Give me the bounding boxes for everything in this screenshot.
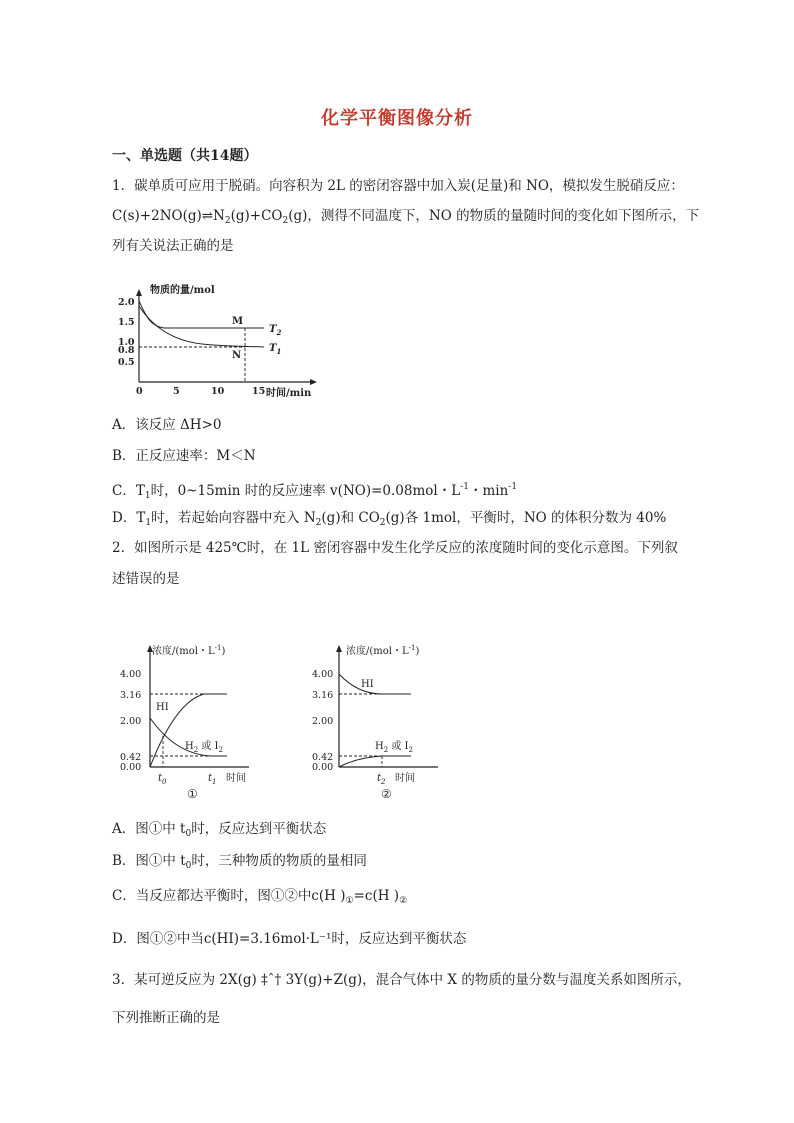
q2-stem-line1: 2．如图所示是 425℃时，在 1L 密闭容器中发生化学反应的浓度随时间的变化示意图。下列叙	[112, 540, 678, 556]
fig2b-ytick-2-00: 2.00	[312, 716, 334, 727]
q3-stem-line2: 下列推断正确的是	[112, 1010, 220, 1026]
fig2b-ytick-4-00: 4.00	[312, 669, 334, 680]
fig2a-label-H2I2: $H_2$ 或 $I_2$	[185, 741, 223, 754]
q1-option-a: A．该反应 ΔH>0	[112, 417, 222, 433]
q1-stem-line2: $C(s)+2NO(g)\rightleftharpoons N_2(g)+CO_2(g)$，测得不同温度下，NO 的物质的量随时间的变化如下图所示，下	[112, 208, 700, 226]
q3-stem-line1: 3．某可逆反应为 2X(g) ‡ˆ† 3Y(g)+Z(g)，混合气体中 X 的物质的量分数与温度关系如图所示，	[112, 972, 691, 988]
fig1-label-M: M	[232, 316, 244, 327]
q1-figure	[112, 280, 322, 402]
fig1-y-arrow	[136, 289, 142, 296]
fig1-xtick-15: 15	[252, 386, 266, 397]
q1-option-b: B．正反应速率：M＜N	[112, 448, 256, 464]
fig2a-ytick-3-16: 3.16	[120, 690, 142, 701]
fig1-curve-T2	[139, 301, 264, 328]
fig2b-ytick-0-42: 0.42	[312, 752, 334, 763]
fig1-ytick-1-5: 1.5	[118, 317, 135, 328]
fig1-ytick-0-8: 0.8	[118, 345, 135, 356]
q2-figure-2	[306, 636, 456, 802]
fig1-ylabel: 物质的量/mol	[150, 285, 215, 296]
fig2b-curve-HI	[339, 674, 411, 694]
q2-option-a: A．图①中 $t_0$时，反应达到平衡状态	[112, 821, 327, 839]
fig1-xtick-10: 10	[211, 386, 225, 397]
fig1-ytick-1-0: 1.0	[118, 337, 135, 348]
fig2b-label-HI: HI	[361, 679, 374, 690]
fig2a-label-HI: HI	[156, 702, 169, 713]
fig1-xlabel: 时间/min	[266, 388, 312, 399]
fig1-xtick-5: 5	[173, 386, 180, 397]
q2-stem-line2: 述错误的是	[112, 571, 180, 587]
fig2b-label-H2I2: $H_2$ 或 $I_2$	[375, 741, 413, 754]
fig2a-ytick-4-00: 4.00	[120, 669, 142, 680]
fig2a-xlabel: 时间	[226, 773, 246, 784]
q2-option-d: D．图①②中当c(HI)=3.16mol·L⁻¹时，反应达到平衡状态	[112, 931, 467, 947]
fig2b-ytick-0-00: 0.00	[312, 762, 334, 773]
fig1-label-N: N	[232, 350, 242, 361]
fig2b-curve-H2I2	[339, 756, 411, 767]
fig2a-ytick-2-00: 2.00	[120, 716, 142, 727]
fig2b-xlabel: 时间	[395, 773, 415, 784]
q1-stem-line1: 1．碳单质可应用于脱硝。向容积为 2L 的密闭容器中加入炭(足量)和 NO，模拟发生脱硝反应：	[112, 178, 684, 194]
fig1-ytick-2-0: 2.0	[118, 297, 135, 308]
q1-option-d: D．$T_1$时，若起始向容器中充入 $N_2(g)$和 $CO_2(g)$各 1mol，平衡时，NO 的体积分数为 40%	[112, 510, 667, 528]
section-heading: 一、单选题（共14题）	[112, 148, 258, 164]
fig2b-ytick-3-16: 3.16	[312, 690, 334, 701]
q2-option-c: C．当反应都达平衡时，图①②中c(H )$_①=c(H$ )$_②$	[112, 888, 408, 906]
q2-option-b: B．图①中 $t_0$时，三种物质的物质的量相同	[112, 853, 367, 871]
fig2a-ytick-0-00: 0.00	[120, 762, 142, 773]
fig1-label-T2: $T_2$	[269, 324, 282, 337]
fig2b-xtick-t2: $t_2$	[377, 773, 386, 786]
fig2a-ylabel: 浓度/(mol・$L^{-1}$)	[152, 644, 226, 657]
q1-stem-line3: 列有关说法正确的是	[112, 238, 234, 254]
fig1-x-arrow	[310, 379, 317, 385]
fig2a-xtick-t1: $t_1$	[208, 773, 217, 786]
fig2b-caption: ②	[381, 787, 392, 801]
page-title: 化学平衡图像分析	[321, 108, 473, 129]
q1-option-c: C．$T_1$时，0~15min 时的反应速率 v(NO)=0.08mol・$L^{-1}$・$\min^{-1}$	[112, 482, 518, 501]
fig2a-xtick-t0: $t_0$	[158, 773, 167, 786]
fig1-ytick-0-5: 0.5	[118, 357, 135, 368]
q2-figure-1	[112, 636, 262, 802]
fig2a-caption: ①	[187, 787, 198, 801]
fig1-label-T1: $T_1$	[269, 343, 282, 356]
fig2b-y-arrow	[336, 645, 342, 652]
fig2a-ytick-0-42: 0.42	[120, 752, 142, 763]
fig2b-ylabel: 浓度/(mol・$L^{-1}$)	[346, 644, 420, 657]
fig1-xtick-0: 0	[136, 386, 143, 397]
